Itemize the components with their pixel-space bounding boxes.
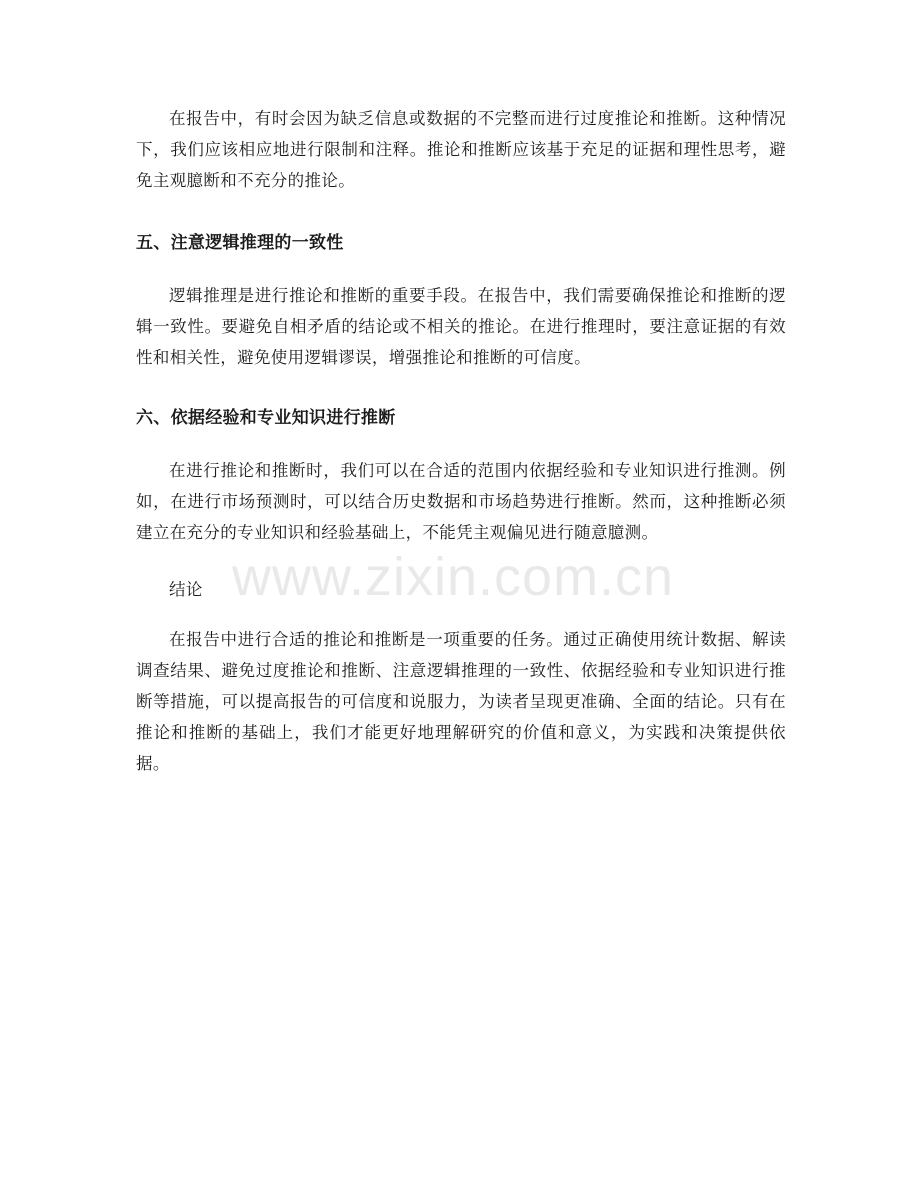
paragraph-overinference: 在报告中，有时会因为缺乏信息或数据的不完整而进行过度推论和推断。这种情况下，我们应该相应地进行限制和注释。推论和推断应该基于充足的证据和理性思考，避免主观臆断和不充分的推论。 <box>136 109 786 190</box>
watermark: www.zixin.com.cn <box>232 547 675 607</box>
paragraph-experience: 在进行推论和推断时，我们可以在合适的范围内依据经验和专业知识进行推测。例如，在进行市场预测时，可以结合历史数据和市场趋势进行推断。然而，这种推断必须建立在充分的专业知识和经验基础上，不能凭主观偏见进行随意臆测。 <box>136 461 786 542</box>
section-heading-5: 五、注意逻辑推理的一致性 <box>136 233 344 253</box>
paragraph-logic-consistency: 逻辑推理是进行推论和推断的重要手段。在报告中，我们需要确保推论和推断的逻辑一致性。要避免自相矛盾的结论或不相关的推论。在进行推理时，要注意证据的有效性和相关性，避免使用逻辑谬误，增强推论和推断的可信度。 <box>136 286 786 367</box>
section-heading-6: 六、依据经验和专业知识进行推断 <box>136 408 396 428</box>
paragraph-conclusion: 在报告中进行合适的推论和推断是一项重要的任务。通过正确使用统计数据、解读调查结果、避免过度推论和推断、注意逻辑推理的一致性、依据经验和专业知识进行推断等措施，可以提高报告的可信度和说服力，为读者呈现更准确、全面的结论。只有在推论和推断的基础上，我们才能更好地理解研究的价值和意义，为实践和决策提供依据。 <box>136 630 786 773</box>
conclusion-label: 结论 <box>169 580 203 599</box>
